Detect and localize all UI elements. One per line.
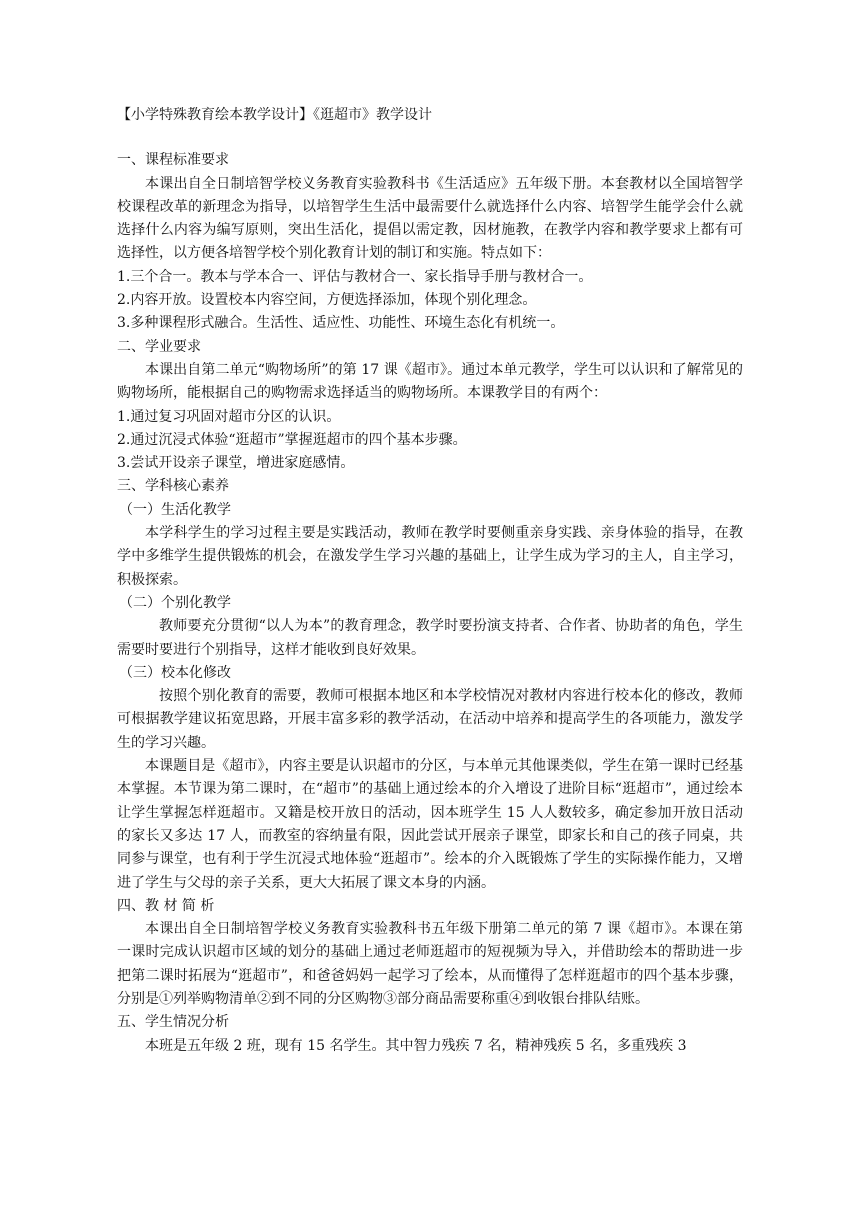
section-heading-4: 四、教 材 简 析 (117, 897, 215, 914)
paragraph: 教师要充分贯彻“以人为本”的教育理念，教学时要扮演支持者、合作者、协助者的角色，学生需要时要进行个别指导，这样才能收到良好效果。 (117, 618, 743, 658)
list-item: 2.内容开放。设置校本内容空间，方便选择添加，体现个别化理念。 (117, 292, 537, 309)
list-item: 1.通过复习巩固对超市分区的认识。 (117, 408, 341, 425)
list-item: 3.尝试开设亲子课堂，增进家庭感情。 (117, 455, 355, 472)
paragraph: 本课出自全日制培智学校义务教育实验教科书五年级下册第二单元的第 7 课《超市》。本课在第一课时完成认识超市区域的划分的基础上通过老师逛超市的短视频为导入，并借助绘本的帮助进一步把第二课时拓展为“逛超市”，和爸爸妈妈一起学习了绘本，从而懂得了怎样逛超市的四个基本步骤，分别是①列举购物清单②到不同的分区购物③部分商品需要称重④到收银台排队结账。 (117, 921, 743, 1007)
section-heading-1: 一、课程标准要求 (117, 152, 229, 169)
subsection-heading: （一）生活化教学 (119, 501, 231, 518)
subsection-heading: （二）个别化教学 (119, 594, 231, 611)
section-heading-5: 五、学生情况分析 (117, 1014, 229, 1031)
paragraph: 本学科学生的学习过程主要是实践活动，教师在教学时要侧重亲身实践、亲身体验的指导，在教学中多维学生提供锻炼的机会，在激发学生学习兴趣的基础上，让学生成为学习的主人，自主学习，积极探索。 (117, 525, 743, 588)
document-body (117, 104, 743, 1058)
subsection-heading: （三）校本化修改 (119, 664, 231, 681)
paragraph: 本课出自第二单元“购物场所”的第 17 课《超市》。通过本单元教学，学生可以认识和了解常见的购物场所，能根据自己的购物需求选择适当的购物场所。本课教学目的有两个： (117, 361, 743, 402)
paragraph: 本课题目是《超市》，内容主要是认识超市的分区，与本单元其他课类似，学生在第一课时已经基本掌握。本节课为第二课时，在“超市”的基础上通过绘本的介入增设了进阶目标“逛超市”，通过绘本让学生掌握怎样逛超市。又籍是校开放日的活动，因本班学生 15 人人数较多，确定参加开放日活动的家长又多达 17 人，而教室的容纳量有限，因此尝试开展亲子课堂，即家长和自己的孩子同桌，共同参与课堂，也有利于学生沉浸式地体验“逛超市”。绘本的介入既锻炼了学生的实际操作能力，又增进了学生与父母的亲子关系，更大大拓展了课文本身的内涵。 (117, 758, 743, 891)
section-heading-3: 三、学科核心素养 (117, 478, 229, 495)
list-item: 2.通过沉浸式体验“逛超市”掌握逛超市的四个基本步骤。 (117, 431, 467, 448)
section-heading-2: 二、学业要求 (117, 338, 201, 355)
paragraph: 本班是五年级 2 班，现有 15 名学生。其中智力残疾 7 名，精神残疾 5 名，多重残疾 3 (145, 1037, 687, 1054)
list-item: 1.三个合一。教本与学本合一、评估与教材合一、家长指导手册与教材合一。 (117, 268, 593, 285)
paragraph: 按照个别化教育的需要，教师可根据本地区和本学校情况对教材内容进行校本化的修改，教师可根据教学建议拓宽思路，开展丰富多彩的教学活动，在活动中培养和提高学生的各项能力，激发学生的学习兴趣。 (117, 688, 743, 751)
paragraph: 本课出自全日制培智学校义务教育实验教科书《生活适应》五年级下册。本套教材以全国培智学校课程改革的新理念为指导，以培智学生生活中最需要什么就选择什么内容、培智学生能学会什么就选择什么内容为编写原则，突出生活化，提倡以需定教，因材施教，在教学内容和教学要求上都有可选择性，以方便各培智学校个别化教育计划的制订和实施。特点如下： (117, 175, 743, 262)
document-title: 【小学特殊教育绘本教学设计】《逛超市》教学设计 (117, 107, 432, 123)
list-item: 3.多种课程形式融合。生活性、适应性、功能性、环境生态化有机统一。 (117, 315, 565, 332)
